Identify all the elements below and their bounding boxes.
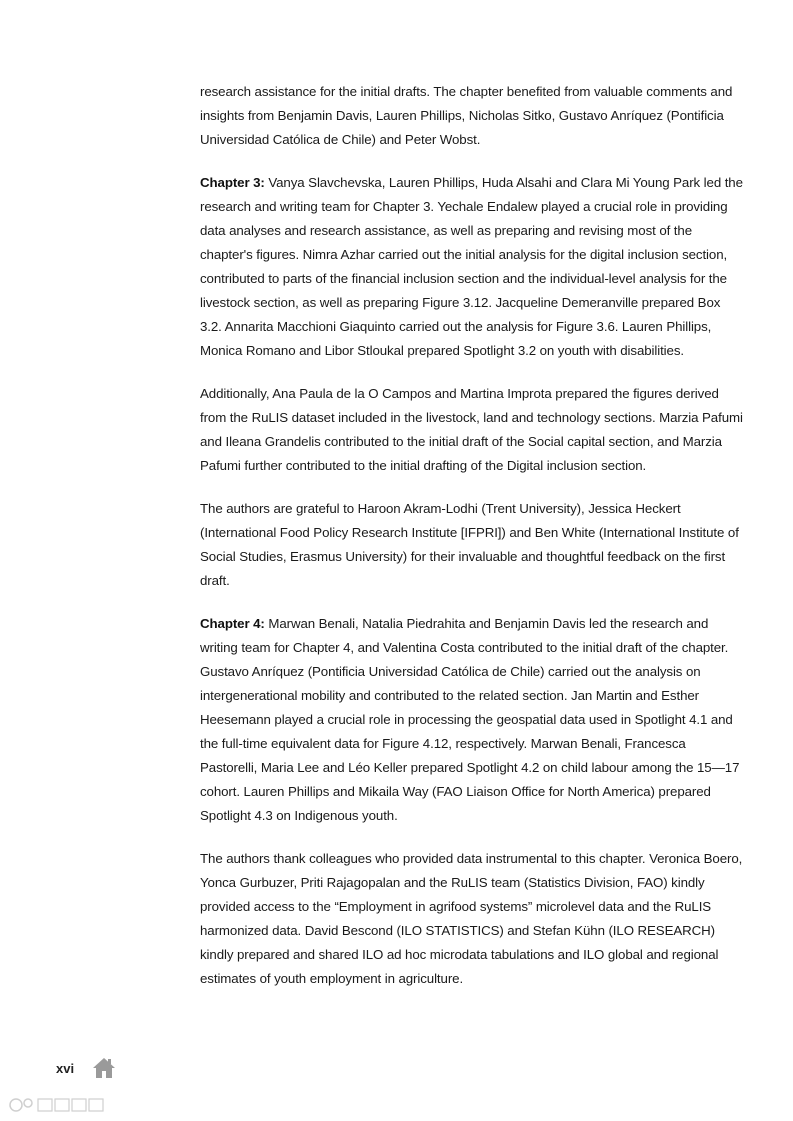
paragraph-additionally [200, 382, 745, 478]
paragraph-chapter-4 [200, 612, 745, 828]
paragraph-text: research assistance for the initial drafts. The chapter benefited from valuable comments and insights from Benjamin Davis, Lauren Phillips, Nicholas Sitko, Gustavo Anríquez (Pontificia Universidad Católica de Chile) and Peter Wobst. [200, 84, 733, 147]
page-number: xvi [56, 1060, 75, 1076]
paragraph-text: Additionally, Ana Paula de la O Campos and Martina Improta prepared the figures derived from the RuLIS dataset included in the livestock, land and technology sections. Marzia Pafumi and Ileana Grandelis contributed to the initial draft of the Social capital section, and Marzia Pafumi further contributed to the initial drafting of the Digital inclusion section. [200, 386, 743, 473]
paragraph-text: The authors are grateful to Haroon Akram-Lodhi (Trent University), Jessica Heckert (International Food Policy Research Institute [IFPRI]) and Ben White (International Institute of Social Studies, Erasmus University) for their invaluable and thoughtful feedback on the first draft. [200, 501, 739, 588]
home-icon[interactable] [92, 1056, 116, 1080]
paragraph-chapter-3 [200, 171, 745, 363]
page-body [200, 80, 745, 1010]
paragraph-acknowledgement-continued [200, 80, 745, 152]
paragraph-text: The authors thank colleagues who provided data instrumental to this chapter. Veronica Boero, Yonca Gurbuzer, Priti Rajagopalan and the RuLIS team (Statistics Division, FAO) kindly provided access to the “Employment in agrifood systems” microlevel data and the RuLIS harmonized data. David Bescond (ILO STATISTICS) and Stefan Kühn (ILO RESEARCH) kindly prepared and shared ILO ad hoc microdata tabulations and ILO global and regional estimates of youth employment in agriculture. [200, 851, 743, 986]
paragraph-authors-grateful [200, 497, 745, 593]
watermark-logo [8, 1095, 108, 1115]
page-footer [56, 1056, 116, 1080]
paragraph-lead: Chapter 3: [200, 175, 265, 190]
paragraph-authors-thank [200, 847, 745, 991]
paragraph-text: Vanya Slavchevska, Lauren Phillips, Huda Alsahi and Clara Mi Young Park led the research and writing team for Chapter 3. Yechale Endalew played a crucial role in providing data analyses and research assistance, as well as preparing and revising most of the chapter's figures. Nimra Azhar carried out the initial analysis for the digital inclusion section, contributed to parts of the financial inclusion section and the individual-level analysis for the livestock section, as well as preparing Figure 3.12. Jacqueline Demeranville prepared Box 3.2. Annarita Macchioni Giaquinto carried out the analysis for Figure 3.6. Lauren Phillips, Monica Romano and Libor Stloukal prepared Spotlight 3.2 on youth with disabilities. [200, 175, 743, 358]
paragraph-lead: Chapter 4: [200, 616, 265, 631]
paragraph-text: Marwan Benali, Natalia Piedrahita and Benjamin Davis led the research and writing team for Chapter 4, and Valentina Costa contributed to the initial draft of the chapter. Gustavo Anríquez (Pontificia Universidad Católica de Chile) carried out the analysis on intergenerational mobility and contributed to the related section. Jan Martin and Esther Heesemann played a crucial role in processing the geospatial data used in Spotlight 4.1 and the full-time equivalent data for Figure 4.12, respectively. Marwan Benali, Francesca Pastorelli, Maria Lee and Léo Keller prepared Spotlight 4.2 on child labour among the 15—17 cohort. Lauren Phillips and Mikaila Way (FAO Liaison Office for North America) prepared Spotlight 4.3 on Indigenous youth. [200, 616, 740, 823]
